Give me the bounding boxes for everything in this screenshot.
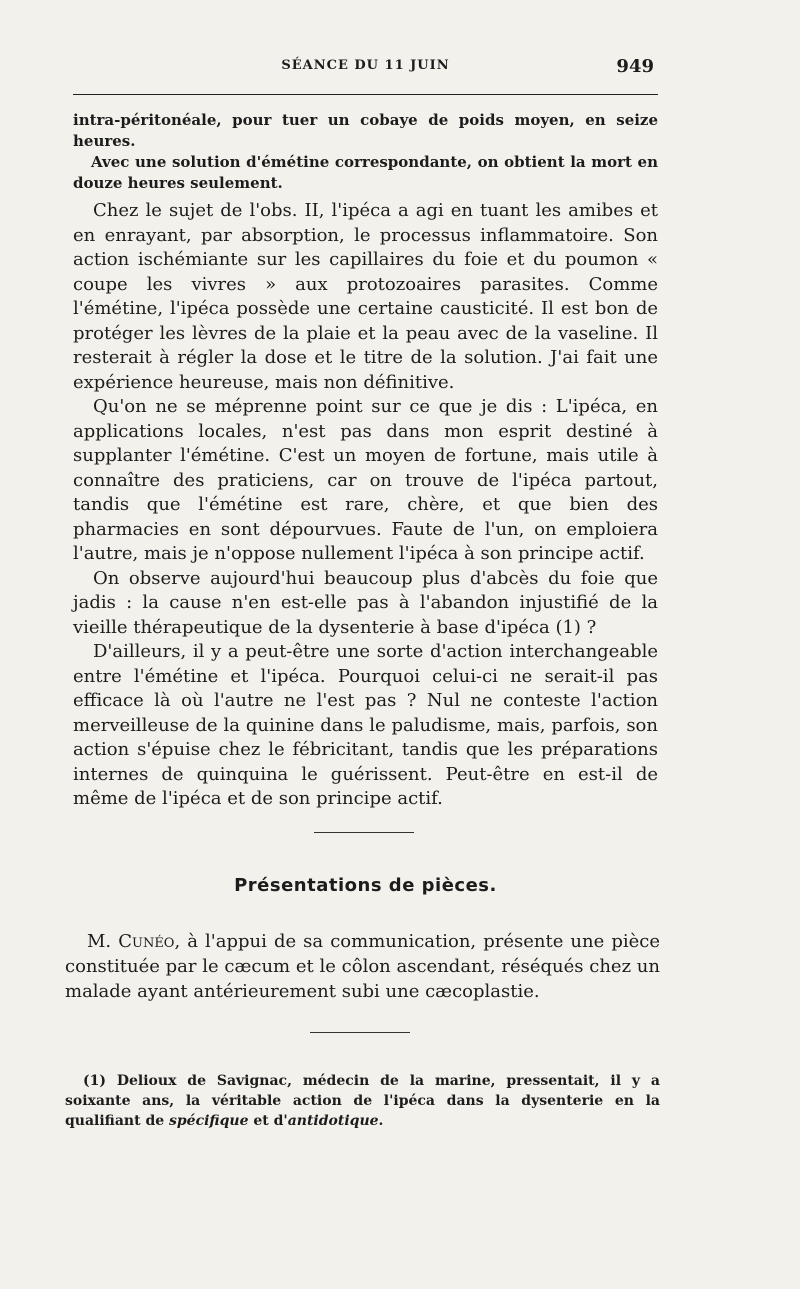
footnote-conj: et d' bbox=[248, 1113, 288, 1129]
paragraph: D'ailleurs, il y a peut-être une sorte d'action interchangeable entre l'émétine et l'ipéca. Pourquoi celui-ci ne serait-il pas efficace là où l'autre ne l'est pas ? Nul ne conteste l'action merveilleuse de la quinine dans le paludisme, mais, parfois, son action s'épuise chez le fébricitant, tandis que les préparations internes de quinquina le guérissent. Peut-être en est-il de même de l'ipéca et de son principe actif. bbox=[73, 641, 658, 809]
footnote-term: antidotique bbox=[287, 1113, 379, 1129]
header-rule bbox=[73, 94, 658, 95]
section-text: , à l'appui de sa communication, présente une pièce constituée par le cæcum et le côlon ascendant, réséqués chez un malade ayant antérieurement subi une cæcoplastie. bbox=[65, 931, 660, 1002]
running-header bbox=[73, 56, 658, 86]
footnote-paragraph bbox=[65, 1071, 660, 1131]
footnote-text: (1) Delioux de Savignac, médecin de la marine, pressentait, il y a soixante ans, la véritable action de l'ipéca dans la dysenterie en la qualifiant de bbox=[65, 1073, 660, 1129]
paragraph: Qu'on ne se méprenne point sur ce que je dis : L'ipéca, en applications locales, n'est pas dans mon esprit destiné à supplanter l'émétine. C'est un moyen de fortune, mais utile à connaître des praticiens, car on trouve de l'ipéca partout, tandis que l'émétine est rare, chère, et que bien des pharmacies en sont dépourvues. Faute de l'un, on emploiera l'autre, mais je n'oppose nullement l'ipéca à son principe actif. bbox=[73, 396, 658, 564]
paragraph: On observe aujourd'hui beaucoup plus d'abcès du foie que jadis : la cause n'en est-elle pas à l'abandon injustifié de la vieille thérapeutique de la dysenterie à base d'ipéca (1) ? bbox=[73, 567, 658, 638]
paragraph: Avec une solution d'émétine correspondante, on obtient la mort en douze heures seulement. bbox=[73, 153, 658, 192]
paragraph: Chez le sujet de l'obs. II, l'ipéca a agi en tuant les amibes et en enrayant, par absorption, le processus inflammatoire. Son action ischémiante sur les capillaires du foie et du poumon « coupe les vivres » aux protozoaires parasites. Comme l'émétine, l'ipéca possède une certaine causticité. Il est bon de protéger les lèvres de la plaie et la peau avec de la vaseline. Il resterait à régler la dose et le titre de la solution. J'ai fait une expérience heureuse, mais non définitive. bbox=[73, 200, 658, 393]
page-number: 949 bbox=[616, 56, 654, 77]
footnote bbox=[65, 1071, 660, 1131]
section-divider bbox=[314, 832, 414, 833]
paragraph bbox=[65, 929, 660, 1004]
footnote-end: . bbox=[378, 1113, 384, 1129]
author-name: M. Cunéo bbox=[87, 931, 175, 952]
main-body bbox=[73, 199, 658, 812]
footnote-divider bbox=[310, 1032, 410, 1033]
section-body bbox=[65, 929, 660, 1004]
section-heading: Présentations de pièces. bbox=[234, 875, 497, 896]
footnote-term: spécifique bbox=[169, 1113, 249, 1129]
paragraph: intra-péritonéale, pour tuer un cobaye de poids moyen, en seize heures. bbox=[73, 111, 658, 150]
header-title: SÉANCE DU 11 JUIN bbox=[281, 58, 450, 73]
quoted-block bbox=[73, 110, 658, 194]
